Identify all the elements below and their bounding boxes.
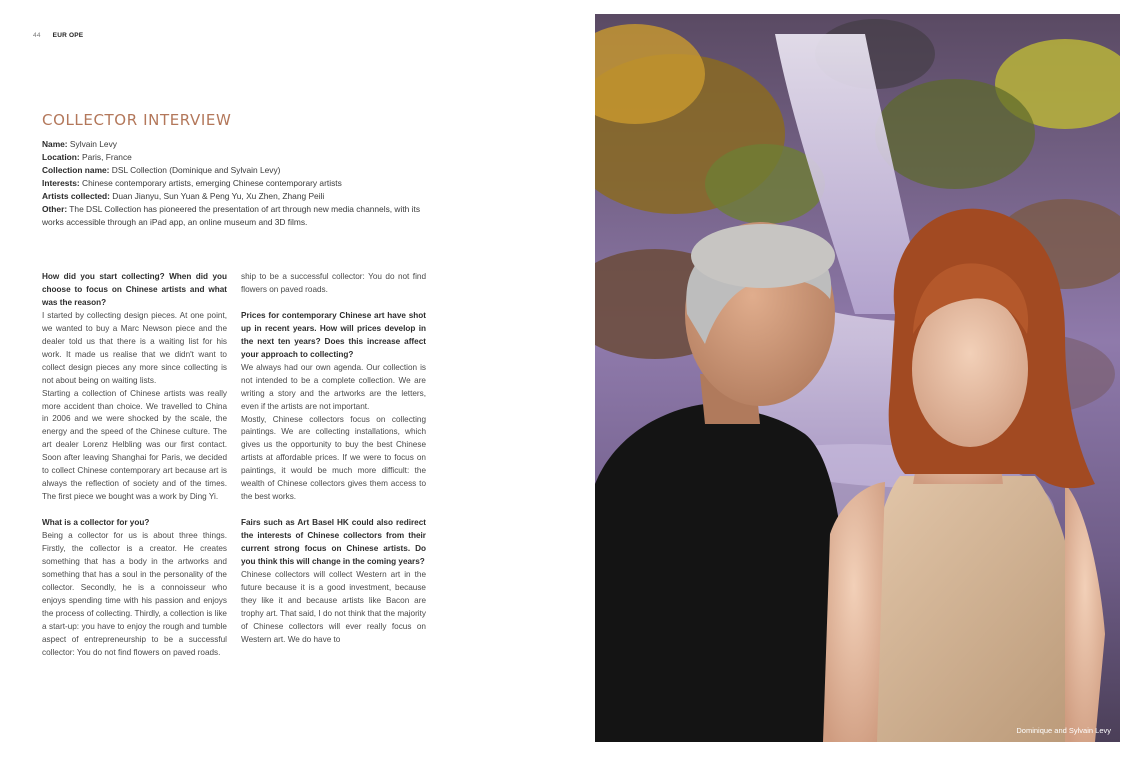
portrait-illustration bbox=[595, 14, 1120, 742]
photo-caption: Dominique and Sylvain Levy bbox=[1016, 726, 1111, 735]
interview-column-left bbox=[42, 271, 227, 660]
page-number: 44 bbox=[33, 32, 41, 39]
page-folio bbox=[33, 32, 83, 39]
profile-collection-name: Collection name: DSL Collection (Dominique and Sylvain Levy) bbox=[42, 165, 281, 175]
profile-artists: Artists collected: Duan Jianyu, Sun Yuan & Peng Yu, Xu Zhen, Zhang Peili bbox=[42, 191, 325, 201]
answer-2: Being a collector for us is about three things. Firstly, the collector is a creator. He creates something that has a body in the artworks and something that has a soul in the personality of the collector. Secondly, he is a connoisseur who enjoys spending time with his passion and enjoys the process of collecting. Thirdly, a collection is like a start-up: you have to enjoy the rough and tumble aspect of entrepreneurship to be a successful collector: You do not find flowers on paved roads. bbox=[42, 531, 227, 657]
interview-column-right bbox=[241, 271, 426, 647]
question-4: Fairs such as Art Basel HK could also redirect the interests of Chinese collectors from their current strong focus on Chinese artists. Do you think this will change in the coming years? bbox=[241, 518, 426, 567]
portrait-photo bbox=[595, 14, 1120, 742]
section-label: EUR OPE bbox=[52, 32, 84, 39]
profile-other: Other: The DSL Collection has pioneered the presentation of art through new media channels, with its works accessible through an iPad app, an online museum and 3D films. bbox=[42, 204, 421, 227]
answer-3-paragraph-2: Mostly, Chinese collectors focus on collecting paintings. We are collecting installations, which gives us the opportunity to buy the best Chinese artists at affordable prices. If we were to focus on paintings, it would be much more difficult: the wealth of Chinese collectors gives them access to the best works. bbox=[241, 414, 426, 502]
answer-1-paragraph-1: I started by collecting design pieces. At one point, we wanted to buy a Marc Newson piece and the dealer told us that there is a waiting list for his work. It made us realise that we didn't want to collect design pieces any more since collecting is not about being on waiting lists. bbox=[42, 310, 227, 385]
profile-interests: Interests: Chinese contemporary artists, emerging Chinese contemporary artists bbox=[42, 178, 342, 188]
article-title: COLLECTOR INTERVIEW bbox=[42, 111, 232, 129]
collector-profile bbox=[42, 138, 442, 229]
question-2: What is a collector for you? bbox=[42, 518, 150, 528]
question-1: How did you start collecting? When did you choose to focus on Chinese artists and what was the reason? bbox=[42, 272, 227, 307]
answer-2-continued: ship to be a successful collector: You do not find flowers on paved roads. bbox=[241, 272, 426, 294]
answer-1-paragraph-2: Starting a collection of Chinese artists was really more accident than choice. We travelled to China in 2006 and we were shocked by the scale, the energy and the speed of the Chinese culture. The art dealer Lorenz Helbling was our first contact. Soon after leaving Shanghai for Paris, we decided to collect Chinese contemporary art because art is always the reflection of society and of the times. The first piece we bought was a work by Ding Yi. bbox=[42, 388, 227, 502]
profile-name: Name: Sylvain Levy bbox=[42, 139, 117, 149]
answer-4: Chinese collectors will collect Western art in the future because it is a good investment, because they like it and because artists like Bacon are trophy art. That said, I do not think that the majority of Chinese collectors will ever really focus on Western art. We do have to bbox=[241, 570, 426, 644]
question-3: Prices for contemporary Chinese art have shot up in recent years. How will prices develop in the next ten years? Does this increase affect your approach to collecting? bbox=[241, 310, 426, 359]
profile-location: Location: Paris, France bbox=[42, 152, 132, 162]
answer-3-paragraph-1: We always had our own agenda. Our collection is not intended to be a complete collection. We are writing a story and the artworks are the letters, even if the artists are not important. bbox=[241, 362, 426, 411]
